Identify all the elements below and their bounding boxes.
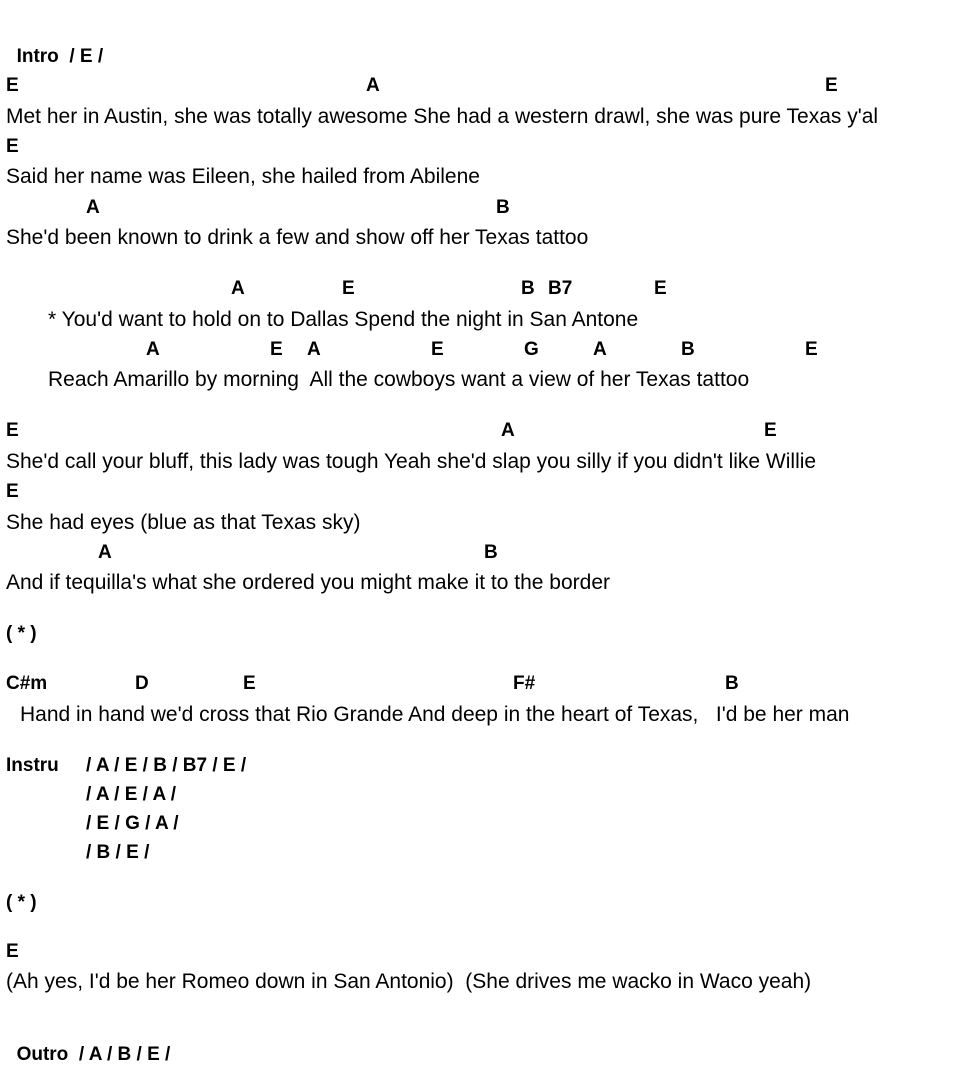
chord: A (98, 542, 112, 563)
chord: B (681, 339, 695, 360)
lyric-line: Met her in Austin, she was totally awesome She had a western drawl, she was pure Texas y'al (6, 105, 879, 128)
repeat-chorus-marker: ( * ) (6, 623, 37, 644)
chord: E (825, 75, 838, 96)
chord: A (231, 278, 245, 299)
chord: E (6, 420, 19, 441)
lyric-line: * You'd want to hold on to Dallas Spend the night in San Antone (48, 308, 639, 331)
repeat-chorus-marker: ( * ) (6, 892, 37, 913)
intro-chords: / E / (69, 46, 104, 67)
chord: A (366, 75, 380, 96)
outro-chords: / A / B / E / (78, 1044, 171, 1065)
lyric-line: (Ah yes, I'd be her Romeo down in San Antonio) (She drives me wacko in Waco yeah) (6, 970, 812, 993)
chord: E (6, 136, 19, 157)
lyric-line: Said her name was Eileen, she hailed from Abilene (6, 165, 480, 188)
chord: E (654, 278, 667, 299)
chord: F# (513, 673, 536, 694)
chord: E (805, 339, 818, 360)
intro-section (6, 24, 103, 68)
chord: B7 (548, 278, 573, 299)
lyric-line: Hand in hand we'd cross that Rio Grande And deep in the heart of Texas, I'd be her man (20, 703, 850, 726)
lyric-line: She'd call your bluff, this lady was tough Yeah she'd slap you silly if you didn't like Willie (6, 450, 817, 473)
chord: A (146, 339, 160, 360)
chord: A (86, 197, 100, 218)
instrumental-label: Instru (6, 755, 59, 776)
instrumental-line: / A / E / B / B7 / E / (86, 755, 247, 776)
chord: C#m (6, 673, 48, 694)
instrumental-line: / E / G / A / (86, 813, 179, 834)
instrumental-line: / A / E / A / (86, 784, 177, 805)
chord: E (764, 420, 777, 441)
chord: D (135, 673, 149, 694)
chord: G (524, 339, 539, 360)
chord: E (6, 941, 19, 962)
chord: E (6, 481, 19, 502)
instrumental-line: / B / E / (86, 842, 150, 863)
chord: B (521, 278, 535, 299)
chord: A (501, 420, 515, 441)
chord: A (307, 339, 321, 360)
lyric-line: And if tequilla's what she ordered you might make it to the border (6, 571, 611, 594)
chord: E (342, 278, 355, 299)
lyric-line: She'd been known to drink a few and show off her Texas tattoo (6, 226, 589, 249)
lyric-line: She had eyes (blue as that Texas sky) (6, 511, 361, 534)
chord: B (496, 197, 510, 218)
outro-section (6, 1022, 170, 1066)
chord: E (431, 339, 444, 360)
chord: E (243, 673, 256, 694)
chord: E (6, 75, 19, 96)
intro-label: Intro (16, 46, 59, 67)
chord: B (484, 542, 498, 563)
chord: E (270, 339, 283, 360)
chord: A (593, 339, 607, 360)
outro-label: Outro (16, 1044, 69, 1065)
lyric-line: Reach Amarillo by morning All the cowboys want a view of her Texas tattoo (48, 368, 750, 391)
chord: B (725, 673, 739, 694)
